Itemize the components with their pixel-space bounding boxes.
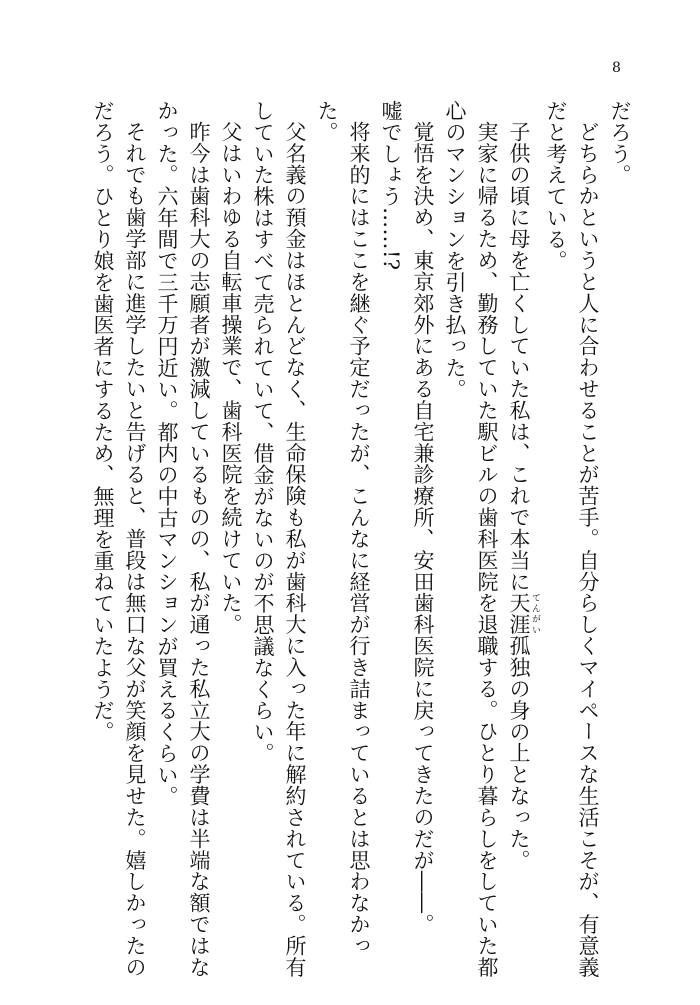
text-body <box>87 100 636 980</box>
paragraph-3-after: 孤独の身の上となった。 <box>507 635 531 871</box>
ruby-reading: てんがい <box>530 592 540 636</box>
paragraph-2: どちらかというと人に合わせることが苦手。自分らしくマイペースな生活こそが、有意義だと考えている。 <box>544 100 600 978</box>
paragraph-6: 嘘でしょう……!? <box>379 100 403 271</box>
ruby-tengai <box>507 592 540 636</box>
paragraph-7: 将来的にはここを継ぐ予定だったが、こんなに経営が行き詰まっているとは思わなかった。 <box>315 100 371 957</box>
paragraph-3-before: 子供の頃に母を亡くしていた私は、これで本当に <box>507 121 531 593</box>
paragraph-5: 覚悟を決め、東京郊外にある自宅兼診療所、安田歯科医院に戻ってきたのだが――。 <box>411 121 435 935</box>
paragraph-1: だろう。 <box>608 100 632 186</box>
paragraph-10: 昨今は歯科大の志願者が激減しているものの、私が通った私立大の学費は半端な額ではなかった。六年間で三千万円近い。都内の中古マンションが買えるくらい。 <box>155 100 211 978</box>
paragraph-4: 実家に帰るため、勤務していた駅ビルの歯科医院を退職する。ひとり暮らしをしていた都心のマンションを引き払った。 <box>443 100 499 978</box>
paragraph-3 <box>503 100 540 980</box>
page-number: 8 <box>612 60 621 76</box>
ruby-base: 天涯 <box>507 592 531 636</box>
paragraph-8: 父名義の預金はほとんどなく、生命保険も私が歯科大に入った年に解約されている。所有していた株はすべて売られていて、借金がないのが不思議なくらい。 <box>251 100 307 978</box>
paragraph-9: 父はいわゆる自転車操業で、歯科医院を続けていた。 <box>219 121 243 636</box>
paragraph-11: それでも歯学部に進学したいと告げると、普段は無口な父が笑顔を見せた。嬉しかったのだろう。ひとり娘を歯医者にするため、無理を重ねていたようだ。 <box>91 100 147 978</box>
